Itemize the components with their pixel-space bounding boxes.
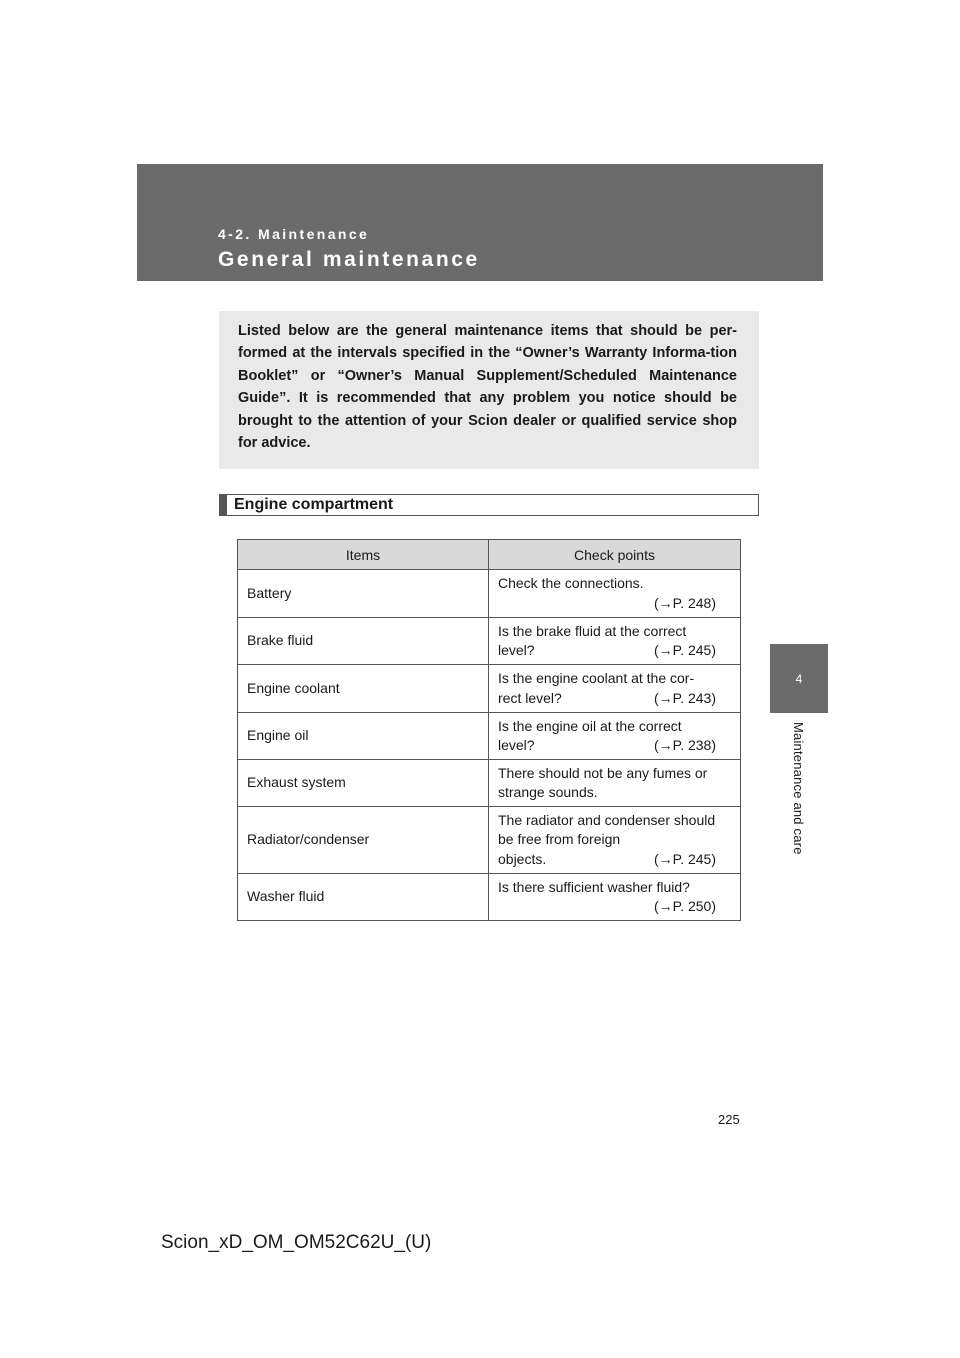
check-text: Check the connections. (498, 575, 644, 591)
check-text-last-line: objects. (498, 850, 547, 867)
page-reference: (→P. 248) (654, 594, 716, 611)
page-reference: (→P. 238) (654, 737, 716, 753)
row-item: Washer fluid (238, 874, 489, 921)
check-text: The radiator and condenser should be free from foreign (498, 811, 716, 848)
check-text: Is there sufficient washer fluid? (498, 878, 690, 895)
page-title: General maintenance (218, 248, 480, 271)
table-header-row (238, 540, 741, 570)
row-item: Battery (238, 570, 489, 618)
row-check (489, 713, 741, 760)
intro-box (219, 311, 759, 469)
check-text-last-line: level? (498, 642, 535, 658)
document-code: Scion_xD_OM_OM52C62U_(U) (161, 1232, 432, 1253)
page-reference: (→P. 245) (654, 642, 716, 658)
chapter-tab-number: 4 (770, 644, 828, 713)
page-reference: (→P. 250) (654, 898, 716, 914)
table-row (238, 713, 741, 760)
row-item: Radiator/condenser (238, 807, 489, 874)
row-check: There should not be any fumes or strange sounds. (489, 760, 741, 807)
row-item: Engine oil (238, 713, 489, 760)
chapter-tab-label: Maintenance and care (791, 722, 806, 855)
intro-text: Listed below are the general maintenance items that should be per-formed at the intervals specified in the “Owner’s Warranty Informa-tion Booklet” or “Owner’s Manual Supplement/Scheduled Maintenance Guide”. It is recommended that any problem you notice should be brought to the attention of your Scion dealer or qualified service shop for advice. (238, 323, 737, 452)
check-text-last-line: level? (498, 737, 535, 753)
header-band (137, 164, 823, 281)
page-reference: (→P. 243) (654, 689, 716, 706)
row-check (489, 807, 741, 874)
row-check (489, 618, 741, 665)
table-row (238, 665, 741, 713)
maintenance-table (237, 539, 741, 921)
page-number: 225 (718, 1112, 740, 1127)
check-text-last-line: rect level? (498, 689, 562, 706)
row-item: Exhaust system (238, 760, 489, 807)
page-reference: (→P. 245) (654, 850, 716, 867)
check-text: Is the engine coolant at the cor- (498, 670, 695, 686)
row-check (489, 874, 741, 921)
check-text: Is the engine oil at the correct (498, 717, 682, 734)
column-header-items: Items (238, 540, 489, 570)
row-item: Brake fluid (238, 618, 489, 665)
row-item: Engine coolant (238, 665, 489, 713)
section-heading-engine-compartment: Engine compartment (219, 494, 759, 516)
table-row (238, 618, 741, 665)
column-header-check-points: Check points (489, 540, 741, 570)
table-row (238, 570, 741, 618)
table-row (238, 874, 741, 921)
row-check (489, 570, 741, 618)
row-check (489, 665, 741, 713)
section-label: 4-2. Maintenance (218, 226, 370, 242)
table-row (238, 760, 741, 807)
check-text: Is the brake fluid at the correct (498, 622, 687, 639)
table-row (238, 807, 741, 874)
